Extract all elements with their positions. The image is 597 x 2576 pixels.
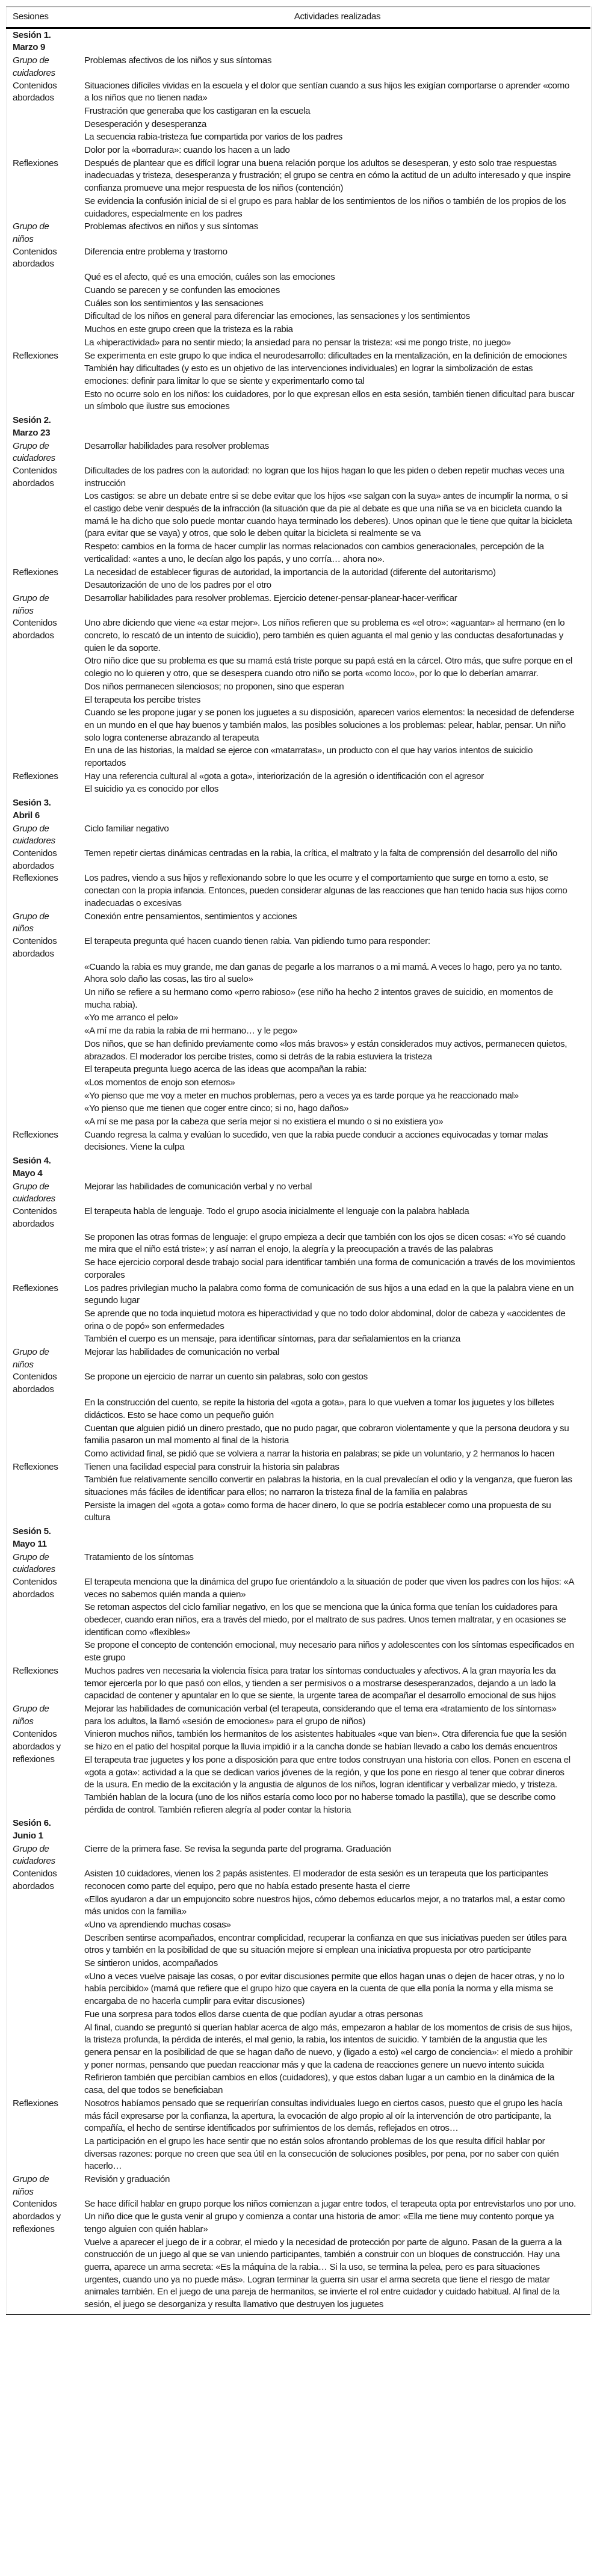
row-label-line: Reflexiones (13, 873, 58, 884)
row-label-line: Grupo de (13, 1843, 49, 1854)
row-label (6, 1551, 84, 1576)
row-label-line: Contenidos (13, 848, 57, 858)
row-label-line: Contenidos (13, 246, 57, 257)
padding-cell (6, 2312, 590, 2315)
sessions-table (6, 7, 590, 2315)
activity-item: «Yo pienso que me voy a meter en muchos problemas, pero a veces ya es tarde porque ya he reaccionado mal» (84, 1090, 519, 1101)
row-label (6, 1703, 84, 1728)
session-number: Sesión 2. (13, 415, 51, 426)
row-content (84, 1181, 590, 1206)
activity-item: Uno abre diciendo que viene «a estar mejor». Los niños refieren que su problema es «el otro»: «aguantar» al hermano (en lo concreto, lo rescató de un intento de suicidio), pero también es quien aguanta el mal genio y las conductas desafortunadas y quien le da soporte. (84, 618, 565, 653)
row-label (6, 158, 84, 221)
activity-item: Cuando regresa la calma y evalúan lo sucedido, ven que la rabia puede conducir a acciones equivocadas y tomar malas decisiones. Viene la culpa (84, 1129, 548, 1153)
row-label-line: Reflexiones (13, 1129, 58, 1140)
activity-item: Mejorar las habilidades de comunicación no verbal (84, 1347, 279, 1358)
table-row (6, 1129, 590, 1154)
row-label-line: Grupo de (13, 1704, 49, 1714)
session-title (6, 28, 590, 55)
row-label-line: Contenidos (13, 1729, 57, 1740)
row-content (84, 593, 590, 617)
row-content (84, 567, 590, 593)
row-label-line: Reflexiones (13, 2098, 58, 2109)
activity-item: Mejorar las habilidades de comunicación verbal (el terapeuta, considerando que el tema era «tratamiento de los síntomas» para los adultos, la llamó «sesión de emociones» para el grupo de niños) (84, 1704, 557, 1727)
activity-item: Frustración que generaba que los castigaran en la escuela (84, 105, 311, 116)
session-number: Sesión 1. (13, 29, 51, 40)
row-label-line: abordados (13, 860, 54, 871)
row-content (84, 1665, 590, 1703)
activity-item: Dificultad de los niños en general para diferenciar las emociones, las sensaciones y los sentimientos (84, 311, 470, 322)
table-row (6, 1868, 590, 2098)
activity-item: «Uno a veces vuelve paisaje las cosas, o por evitar discusiones permite que ellos hagan unas o dejen de hacer otras, y no lo había percibido» (mamá que refiere que el grupo hizo que cayera en la cuenta de que ella ponía la norma y ella misma se encargaba de no hacerla cumplir para evitar discusiones) (84, 1971, 565, 2007)
row-label (6, 55, 84, 79)
session-title-row (6, 28, 590, 55)
row-label (6, 1283, 84, 1347)
session-date: Marzo 9 (13, 42, 46, 53)
row-content (84, 2174, 590, 2198)
row-content (84, 872, 590, 910)
session-number: Sesión 5. (13, 1526, 51, 1537)
row-label (6, 246, 84, 350)
activity-item: Se retoman aspectos del ciclo familiar negativo, en los que se menciona que la única forma que tenían los cuidadores para obedecer, cuando eran niños, era a través del miedo, por el maltrato de sus padres. Unos temen maltratar, y en ocasiones se identifican como «flexibles» (84, 1602, 566, 1638)
activity-item: Describen sentirse acompañados, encontrar complicidad, recuperar la confianza en que sus iniciativas pueden ser útiles para otros y también en la posibilidad de que su situación mejore si emplean una iniciativa propuesta por otro participante (84, 1932, 567, 1956)
row-label-line: Reflexiones (13, 158, 58, 168)
activity-item: Los padres, viendo a sus hijos y reflexionando sobre lo que les ocurre y el comportamiento que surge en torno a esto, se conectan con la propia infancia. Entonces, pueden considerar algunas de las reacciones que han tenido hacia sus hijos como inadecuadas o excesivas (84, 873, 568, 908)
row-label-line: abordados y (13, 1742, 61, 1752)
activity-item: Problemas afectivos de los niños y sus síntomas (84, 55, 272, 66)
row-label-line: niños (13, 1716, 34, 1727)
activity-item: Cierre de la primera fase. Se revisa la segunda parte del programa. Graduación (84, 1843, 391, 1854)
row-label (6, 2198, 84, 2311)
row-label (6, 440, 84, 465)
row-label-line: reflexiones (13, 2223, 55, 2234)
activity-item: Como actividad final, se pidió que se volviera a narrar la historia en palabras; se pide un voluntario, y 2 hermanos lo hacen (84, 1448, 555, 1459)
table-row (6, 1665, 590, 1703)
row-content (84, 1576, 590, 1665)
activity-item: Temen repetir ciertas dinámicas centradas en la rabia, la crítica, el maltrato y la falta de comprensión del desarrollo del niño (84, 848, 557, 858)
table-row (6, 1728, 590, 1817)
row-label-line: Grupo de (13, 221, 49, 232)
activity-item: Se proponen las otras formas de lenguaje: el grupo empieza a decir que también con los ojos se dicen cosas: «Yo sé cuando me mira que el niño está triste»; y así narran el enojo, la alegría y la preocupación a través de las palabras (84, 1231, 566, 1255)
activity-item: El terapeuta los percibe tristes (84, 694, 201, 705)
row-label-line: Grupo de (13, 911, 49, 922)
activity-item: Cuáles son los sentimientos y las sensaciones (84, 298, 264, 309)
activity-item: Muchos en este grupo creen que la tristeza es la rabia (84, 324, 293, 335)
row-content (84, 55, 590, 79)
row-label-line: Contenidos (13, 618, 57, 629)
row-label-line: Contenidos (13, 1869, 57, 1879)
row-label-line: Grupo de (13, 823, 49, 834)
activity-item: Refirieron también que percibían cambios en ellos (cuidadores), y que estos daban lugar a un cambio en la dinámica de la casa, del que todos se beneficiaban (84, 2072, 555, 2096)
table-row (6, 593, 590, 617)
row-label (6, 2174, 84, 2198)
row-content (84, 1868, 590, 2098)
activity-item: La secuencia rabia-tristeza fue compartida por varios de los padres (84, 132, 343, 143)
spacer (84, 259, 576, 271)
activity-item: Conexión entre pensamientos, sentimientos y acciones (84, 911, 297, 922)
activity-item: Los castigos: se abre un debate entre si se debe evitar que los hijos «se salgan con la suya» antes de incumplir la norma, o si el castigo debe venir después de la infracción (la situación que da pie al debate es que una niña se va en bicicleta cuando la mamá le ha dicho que solo puede montar cuando haya terminado los deberes). Unos opinan que le tiene que quitar la bicicleta (para evitar que se vaya) y otros, que solo le deben quitar la bicicleta si realmente se va (84, 491, 572, 539)
activity-item: Dificultades de los padres con la autoridad: no logran que los hijos hagan lo que les piden o deben repetir muchas veces una instrucción (84, 465, 565, 488)
activity-item: Después de plantear que es difícil lograr una buena relación porque los adultos se desesperan, y esto solo trae respuestas inadecuadas y tristeza, desesperanza y frustración; el grupo se centra en cómo la actitud de un adulto interesado y que inspire confianza promueve una mejor respuesta de los niños (contención) (84, 158, 571, 194)
activity-item: Problemas afectivos en niños y sus síntomas (84, 221, 258, 232)
table-end-padding (6, 2312, 590, 2315)
row-content (84, 440, 590, 465)
table-row (6, 567, 590, 593)
activity-item: «A mí me da rabia la rabia de mi hermano… y le pego» (84, 1026, 298, 1037)
row-content (84, 1206, 590, 1283)
table-body (6, 28, 590, 2314)
header-sesiones: Sesiones (13, 11, 49, 22)
row-label (6, 1728, 84, 1817)
row-content (84, 2198, 590, 2311)
row-label-line: abordados (13, 259, 54, 270)
table-row (6, 848, 590, 872)
session-title-row (6, 797, 590, 822)
activity-item: Situaciones difíciles vividas en la escuela y el dolor que sentían cuando a sus hijos les exigían comportarse o aprender «como a los niños que no tienen nada» (84, 80, 570, 103)
row-label-line: Grupo de (13, 2174, 49, 2185)
activity-item: Se propone el concepto de contención emocional, muy necesario para niños y adolescentes con los síntomas especificados en este grupo (84, 1640, 574, 1663)
spacer (84, 1219, 576, 1231)
activity-item: Asisten 10 cuidadores, vienen los 2 papás asistentes. El moderador de esta sesión es un terapeuta que los participantes reconocen como parte del equipo, pero que no había estado presente hasta el cierre (84, 1869, 548, 1891)
spacer (84, 1384, 576, 1397)
row-label-line: cuidadores (13, 836, 55, 846)
row-label-line: Reflexiones (13, 1461, 58, 1472)
activity-item: Fue una sorpresa para todos ellos darse cuenta de que podían ayudar a otras personas (84, 2009, 423, 2020)
row-content (84, 1371, 590, 1461)
table-row (6, 1371, 590, 1461)
row-content (84, 158, 590, 221)
activity-item: «Uno va aprendiendo muchas cosas» (84, 1919, 231, 1930)
activity-item: Vinieron muchos niños, también los hermanitos de los asistentes habituales «que van bien». Otra diferencia fue que la sesión se hizo en el patio del hospital porque la lluvia impidió ir a la cancha donde se habían llevado a cabo los demás encuentros (84, 1729, 567, 1752)
activity-item: «Los momentos de enojo son eternos» (84, 1077, 235, 1088)
row-label-line: Reflexiones (13, 771, 58, 781)
activity-item: También el cuerpo es un mensaje, para identificar síntomas, para dar señalamientos en la crianza (84, 1334, 460, 1345)
table-row (6, 617, 590, 770)
row-label (6, 771, 84, 797)
activity-item: Persiste la imagen del «gota a gota» como forma de hacer dinero, lo que se podría establecer como una propuesta de su cultura (84, 1500, 551, 1523)
row-label (6, 1843, 84, 1868)
session-number: Sesión 6. (13, 1818, 51, 1829)
row-label-line: Grupo de (13, 1181, 49, 1192)
table-row (6, 465, 590, 567)
activity-item: En la construcción del cuento, se repite la historia del «gota a gota», para lo que vuelven a tomar los juguetes y los billetes didácticos. Esto se hace como un pequeño guión (84, 1397, 554, 1420)
row-label (6, 1371, 84, 1461)
activity-item: La «hiperactividad» para no sentir miedo; la ansiedad para no pensar la tristeza: «si me pongo triste, no juego» (84, 337, 511, 348)
activity-item: Otro niño dice que su problema es que su mamá está triste porque su papá está en la cárcel. Otro más, que sufre porque en el colegio no lo quieren y otro, que se desespera cuando otro niño se porta «como loco», por lo que lo deberían amarrar. (84, 656, 572, 679)
table-row (6, 1181, 590, 1206)
session-title (6, 1154, 590, 1180)
row-label-line: niños (13, 1359, 34, 1370)
activity-item: «A mí se me pasa por la cabeza que sería mejor si no existiera el mundo o si no existiera yo» (84, 1117, 444, 1127)
row-label (6, 221, 84, 245)
activity-item: La participación en el grupo les hace sentir que no están solos afrontando problemas de los que resulta difícil hablar por diversas razones: porque no creen que sea útil en la consecución de soluciones posibles, por pena, por no saber con quién hacerlo… (84, 2136, 559, 2172)
row-label (6, 1181, 84, 1206)
row-label (6, 2098, 84, 2174)
activity-item: «Yo pienso que me tienen que coger entre cinco; si no, hago daños» (84, 1103, 349, 1114)
row-label-line: Grupo de (13, 55, 49, 66)
spacer (84, 949, 576, 961)
activity-item: Se hace difícil hablar en grupo porque los niños comienzan a jugar entre todos, el terapeuta opta por entrevistarlos uno por uno. Un niño dice que le gusta venir al grupo y comienza a contar una historia de amor: «Ella me tiene muy contento porque ya tengo alguien con quién hablar» (84, 2199, 576, 2234)
activity-item: Mejorar las habilidades de comunicación verbal y no verbal (84, 1181, 312, 1192)
row-content (84, 848, 590, 872)
activity-item: Qué es el afecto, qué es una emoción, cuáles son las emociones (84, 272, 335, 283)
activity-item: Se evidencia la confusión inicial de si el grupo es para hablar de los sentimientos de los niños o también de los propios de los cuidadores, especialmente en los padres (84, 196, 566, 219)
row-content (84, 823, 590, 848)
row-label-line: abordados y (13, 2211, 61, 2222)
table-row (6, 158, 590, 221)
table-row (6, 1843, 590, 1868)
activity-item: Desautorización de uno de los padres por el otro (84, 580, 271, 591)
row-label (6, 872, 84, 910)
row-label (6, 465, 84, 567)
session-title (6, 1817, 590, 1843)
session-title-row (6, 1525, 590, 1551)
row-label-line: cuidadores (13, 1194, 55, 1204)
row-label-line: Reflexiones (13, 567, 58, 578)
row-content (84, 221, 590, 245)
activity-item: Se experimenta en este grupo lo que indica el neurodesarrollo: dificultades en la mentalización, en la definición de emociones (84, 350, 567, 361)
table-row (6, 1206, 590, 1283)
activity-item: Revisión y graduación (84, 2174, 170, 2185)
activity-item: Tratamiento de los síntomas (84, 1551, 194, 1562)
row-label (6, 1206, 84, 1283)
activity-item: Se propone un ejercicio de narrar un cuento sin palabras, solo con gestos (84, 1372, 368, 1382)
activity-item: El terapeuta pregunta luego acerca de las ideas que acompañan la rabia: (84, 1064, 367, 1075)
table-row (6, 872, 590, 910)
row-content (84, 350, 590, 414)
row-content (84, 80, 590, 158)
row-label (6, 80, 84, 158)
table-row (6, 1551, 590, 1576)
row-label-line: Contenidos (13, 465, 57, 476)
row-label-line: Grupo de (13, 593, 49, 603)
activity-item: El terapeuta habla de lenguaje. Todo el grupo asocia inicialmente el lenguaje con la palabra hablada (84, 1206, 469, 1216)
row-label-line: abordados (13, 948, 54, 959)
row-content (84, 1843, 590, 1868)
activity-item: Un niño se refiere a su hermano como «perro rabioso» (ese niño ha hecho 2 intentos graves de suicidio, en momentos de mucha rabia). (84, 987, 553, 1010)
table-row (6, 55, 590, 79)
activity-item: La necesidad de establecer figuras de autoridad, la importancia de la autoridad (diferente del autoritarismo) (84, 567, 496, 578)
row-label-line: reflexiones (13, 1754, 55, 1764)
row-label-line: cuidadores (13, 67, 55, 78)
activity-item: Dos niños permanecen silenciosos; no proponen, sino que esperan (84, 681, 344, 692)
row-label-line: cuidadores (13, 453, 55, 464)
row-label-line: cuidadores (13, 1564, 55, 1575)
activity-item: Desarrollar habilidades para resolver problemas. Ejercicio detener-pensar-planear-hacer-verificar (84, 593, 457, 603)
row-label (6, 848, 84, 872)
row-content (84, 246, 590, 350)
row-label (6, 935, 84, 1129)
row-label-line: Grupo de (13, 1551, 49, 1562)
activity-item: El terapeuta menciona que la dinámica del grupo fue orientándolo a la situación de poder que viven los padres con los hijos: «A veces no sabemos quién manda a quien» (84, 1576, 574, 1600)
table-row (6, 911, 590, 935)
table-row (6, 221, 590, 245)
row-label-line: abordados (13, 93, 54, 103)
row-label-line: abordados (13, 1881, 54, 1891)
row-label (6, 1461, 84, 1526)
activity-item: Dolor por la «borradura»: cuando los hacen a un lado (84, 145, 290, 156)
row-label (6, 617, 84, 770)
activity-item: Se hace ejercicio corporal desde trabajo social para identificar también una forma de comunicación a través de los movimientos corporales (84, 1257, 575, 1280)
row-label (6, 1576, 84, 1665)
row-label (6, 593, 84, 617)
row-label-line: Grupo de (13, 1347, 49, 1358)
row-content (84, 617, 590, 770)
table-header-row (6, 7, 590, 28)
activity-item: Nosotros habíamos pensado que se requerirían consultas individuales luego en ciertos casos, puesto que el grupo les hacía más fácil expresarse por la confianza, la apertura, la evocación de algo propio al oír la intervención de otro participante, la compañía, el hecho de sentirse identificados por sufrimientos de los demás, reflejados en otros… (84, 2098, 563, 2134)
activity-item: «Ellos ayudaron a dar un empujoncito sobre nuestros hijos, cómo debemos educarlos mejor, a no tratarlos mal, a estar como más unidos con la familia» (84, 1894, 565, 1917)
activity-item: Tienen una facilidad especial para construir la historia sin palabras (84, 1461, 339, 1472)
row-label-line: niños (13, 233, 34, 244)
activity-item: Al final, cuando se preguntó si querían hablar acerca de algo más, empezaron a hablar de los momentos de crisis de sus hijos, la tristeza profunda, la pérdida de interés, el mal genio, la rabia, los intentos de suicidio. Y también de la angustia que les genera pensar en la posibilidad de que se hagan daño de nuevo, y (ligado a esto) «el cargo de conciencia»: el miedo a prohibir y poner normas, pensando que puedan reaccionar más y que la cadena de reacciones genere un nuevo intento suicida (84, 2022, 573, 2070)
row-content (84, 1703, 590, 1728)
activity-item: También hay dificultades (y esto es un objetivo de las intervenciones individuales) en lograr la simbolización de estas emociones: definir para limitar lo que se siente y experimentarlo como tal (84, 363, 533, 386)
row-label-line: Contenidos (13, 1206, 57, 1216)
activity-item: Se aprende que no toda inquietud motora es hiperactividad y que no todo dolor abdominal, dolor de cabeza y «accidentes de orina o de popó» son enfermedades (84, 1308, 566, 1331)
table-row (6, 2098, 590, 2174)
table-row (6, 80, 590, 158)
session-title (6, 797, 590, 822)
row-label (6, 567, 84, 593)
row-label (6, 1129, 84, 1154)
session-date: Mayo 4 (13, 1168, 43, 1179)
activity-item: Dos niños, que se han definido previamente como «los más bravos» y están considerados muy activos, permanecen quietos, abrazados. El moderador los percibe tristes, como si detrás de la rabia estuviera la tristeza (84, 1038, 568, 1062)
activity-item: El terapeuta trae juguetes y los pone a disposición para que entre todos construyan una historia con ellos. Ponen en escena el «gota a gota»: actividad a la que se dedican varios jóvenes de la región, y que los pone en riesgo al tener que cobrar dineros de la usura. En medio de la excitación y la angustia de algunos de los niños, logran identificar y verbalizar miedo, y tristeza. También hablan de la locura (uno de los niños estaría como loco por no haberse tomado la pastilla), que se describe como pérdida de control. También refieren alegría al poder contar la historia (84, 1754, 571, 1815)
session-title-row (6, 414, 590, 440)
table-row (6, 1461, 590, 1526)
activity-item: Cuando se les propone jugar y se ponen los juguetes a su disposición, aparecen varios elementos: la necesidad de defenderse en un mundo en el que hay buenos y también malos, las posibles soluciones a los problemas: pelear, hablar, pensar. Un niño solo logra contenerse abrazando al terapeuta (84, 707, 574, 743)
row-label (6, 823, 84, 848)
activity-item: Muchos padres ven necesaria la violencia física para tratar los síntomas conductuales y afectivos. A la gran mayoría les da temor ejercerla por lo que pasó con ellos, y tienden a ser permisivos o a mostrarse desesperanzados, dejando a un lado la capacidad de contener y apuntalar en lo que se siente, la urgente tarea de acompañar el desarrollo emocional de sus hijos (84, 1665, 556, 1701)
activity-item: Hay una referencia cultural al «gota a gota», interiorización de la agresión o identificación con el agresor (84, 771, 484, 781)
activity-item: «Cuando la rabia es muy grande, me dan ganas de pegarle a los marranos o a mi mamá. A veces lo hago, pero ya no tanto. Ahora solo daño las cosas, las tiro al suelo» (84, 961, 562, 985)
row-content (84, 911, 590, 935)
session-number: Sesión 4. (13, 1156, 51, 1166)
table-row (6, 1283, 590, 1347)
activity-item: Esto no ocurre solo en los niños: los cuidadores, por lo que expresan ellos en esta sesión, también tienen dificultad para buscar un símbolo que ilustre sus emociones (84, 389, 575, 412)
row-label-line: Grupo de (13, 440, 49, 451)
row-content (84, 1129, 590, 1154)
activity-item: Diferencia entre problema y trastorno (84, 246, 227, 257)
session-title-row (6, 1154, 590, 1180)
row-label (6, 1868, 84, 2098)
table-row (6, 246, 590, 350)
row-label-line: abordados (13, 630, 54, 641)
row-label (6, 1346, 84, 1371)
row-label (6, 1665, 84, 1703)
row-label-line: Reflexiones (13, 1283, 58, 1293)
session-date: Mayo 11 (13, 1538, 47, 1549)
row-label-line: niños (13, 923, 34, 934)
session-date: Marzo 23 (13, 427, 51, 438)
row-content (84, 935, 590, 1129)
table-row (6, 771, 590, 797)
row-content (84, 1346, 590, 1371)
row-content (84, 1283, 590, 1347)
row-label-line: Reflexiones (13, 350, 58, 361)
row-label (6, 350, 84, 414)
activity-item: Los padres privilegian mucho la palabra como forma de comunicación de sus hijos a una edad en la que la palabra viene en un segundo lugar (84, 1283, 574, 1306)
row-content (84, 1728, 590, 1817)
table-row (6, 935, 590, 1129)
row-label-line: Contenidos (13, 1372, 57, 1382)
table-row (6, 1346, 590, 1371)
activity-item: El suicidio ya es conocido por ellos (84, 784, 218, 795)
row-label-line: niños (13, 2186, 34, 2197)
activity-item: También fue relativamente sencillo convertir en palabras la historia, en la cual prevalecían el odio y la venganza, que fueron las situaciones más fáciles de identificar para ellos; no narraron la tristeza final de la familia en palabras (84, 1474, 572, 1498)
activity-item: En una de las historias, la maldad se ejerce con «matarratas», un producto con el que hay varios intentos de suicidio reportados (84, 745, 533, 769)
row-content (84, 1461, 590, 1526)
session-title (6, 1525, 590, 1551)
table-row (6, 1576, 590, 1665)
row-label (6, 911, 84, 935)
activity-item: Vuelve a aparecer el juego de ir a cobrar, el miedo y la necesidad de protección por parte de alguno. Pasan de la guerra a la construcción de un juego al que se van uniendo participantes, también a construir con un bloques de construcción. Hay una guerra, aparece un arma secreta: «Es la máquina de la rabia… Si la uso, se termina la pelea, pero es para situaciones urgentes, cuando uno ya no puede más». Logran terminar la guerra sin usar el arma secreta que tiene el riesgo de matar animales también. En el juego de una pareja de hermanitos, se invierte el rol entre cuidador y cuidado habitual. Al final de la sesión, el juego se desorganiza y resulta llamativo que destruyen los juguetes (84, 2237, 562, 2310)
row-label-line: abordados (13, 1384, 54, 1395)
session-title-row (6, 1817, 590, 1843)
session-number: Sesión 3. (13, 798, 51, 809)
row-label-line: Reflexiones (13, 1665, 58, 1676)
row-label-line: abordados (13, 1218, 54, 1229)
row-label-line: abordados (13, 1589, 54, 1600)
table-row (6, 1703, 590, 1728)
table-row (6, 2198, 590, 2311)
activity-item: Se sintieron unidos, acompañados (84, 1958, 218, 1969)
row-label-line: cuidadores (13, 1856, 55, 1867)
table-row (6, 823, 590, 848)
activity-item: Desarrollar habilidades para resolver problemas (84, 440, 269, 451)
activity-item: Ciclo familiar negativo (84, 823, 169, 834)
row-label-line: Contenidos (13, 1576, 57, 1587)
row-label-line: abordados (13, 478, 54, 488)
row-label-line: Contenidos (13, 80, 57, 91)
row-label-line: Contenidos (13, 2199, 57, 2210)
table-row (6, 2174, 590, 2198)
activity-item: Cuentan que alguien pidió un dinero prestado, que no pudo pagar, que cobraron violentamente y que la persona deudora y su familia pasaron un mal momento al final de la historia (84, 1423, 569, 1446)
header-actividades: Actividades realizadas (294, 11, 381, 22)
row-content (84, 1551, 590, 1576)
table-row (6, 440, 590, 465)
activity-item: «Yo me arranco el pelo» (84, 1012, 179, 1023)
session-title (6, 414, 590, 440)
row-label-line: niños (13, 605, 34, 616)
row-content (84, 465, 590, 567)
row-label-line: Contenidos (13, 935, 57, 946)
activity-item: Respeto: cambios en la forma de hacer cumplir las normas relacionados con cambios generacionales, percepción de la verticalidad: «antes a uno, le decían algo los papás, y uno corría… ahora no». (84, 541, 544, 564)
table-row (6, 350, 590, 414)
activity-item: El terapeuta pregunta qué hacen cuando tienen rabia. Van pidiendo turno para responder: (84, 935, 430, 946)
session-date: Junio 1 (13, 1831, 43, 1841)
activity-item: Desesperación y desesperanza (84, 119, 206, 129)
activity-item: Cuando se parecen y se confunden las emociones (84, 285, 280, 296)
session-date: Abril 6 (13, 810, 40, 821)
row-content (84, 771, 590, 797)
row-content (84, 2098, 590, 2174)
